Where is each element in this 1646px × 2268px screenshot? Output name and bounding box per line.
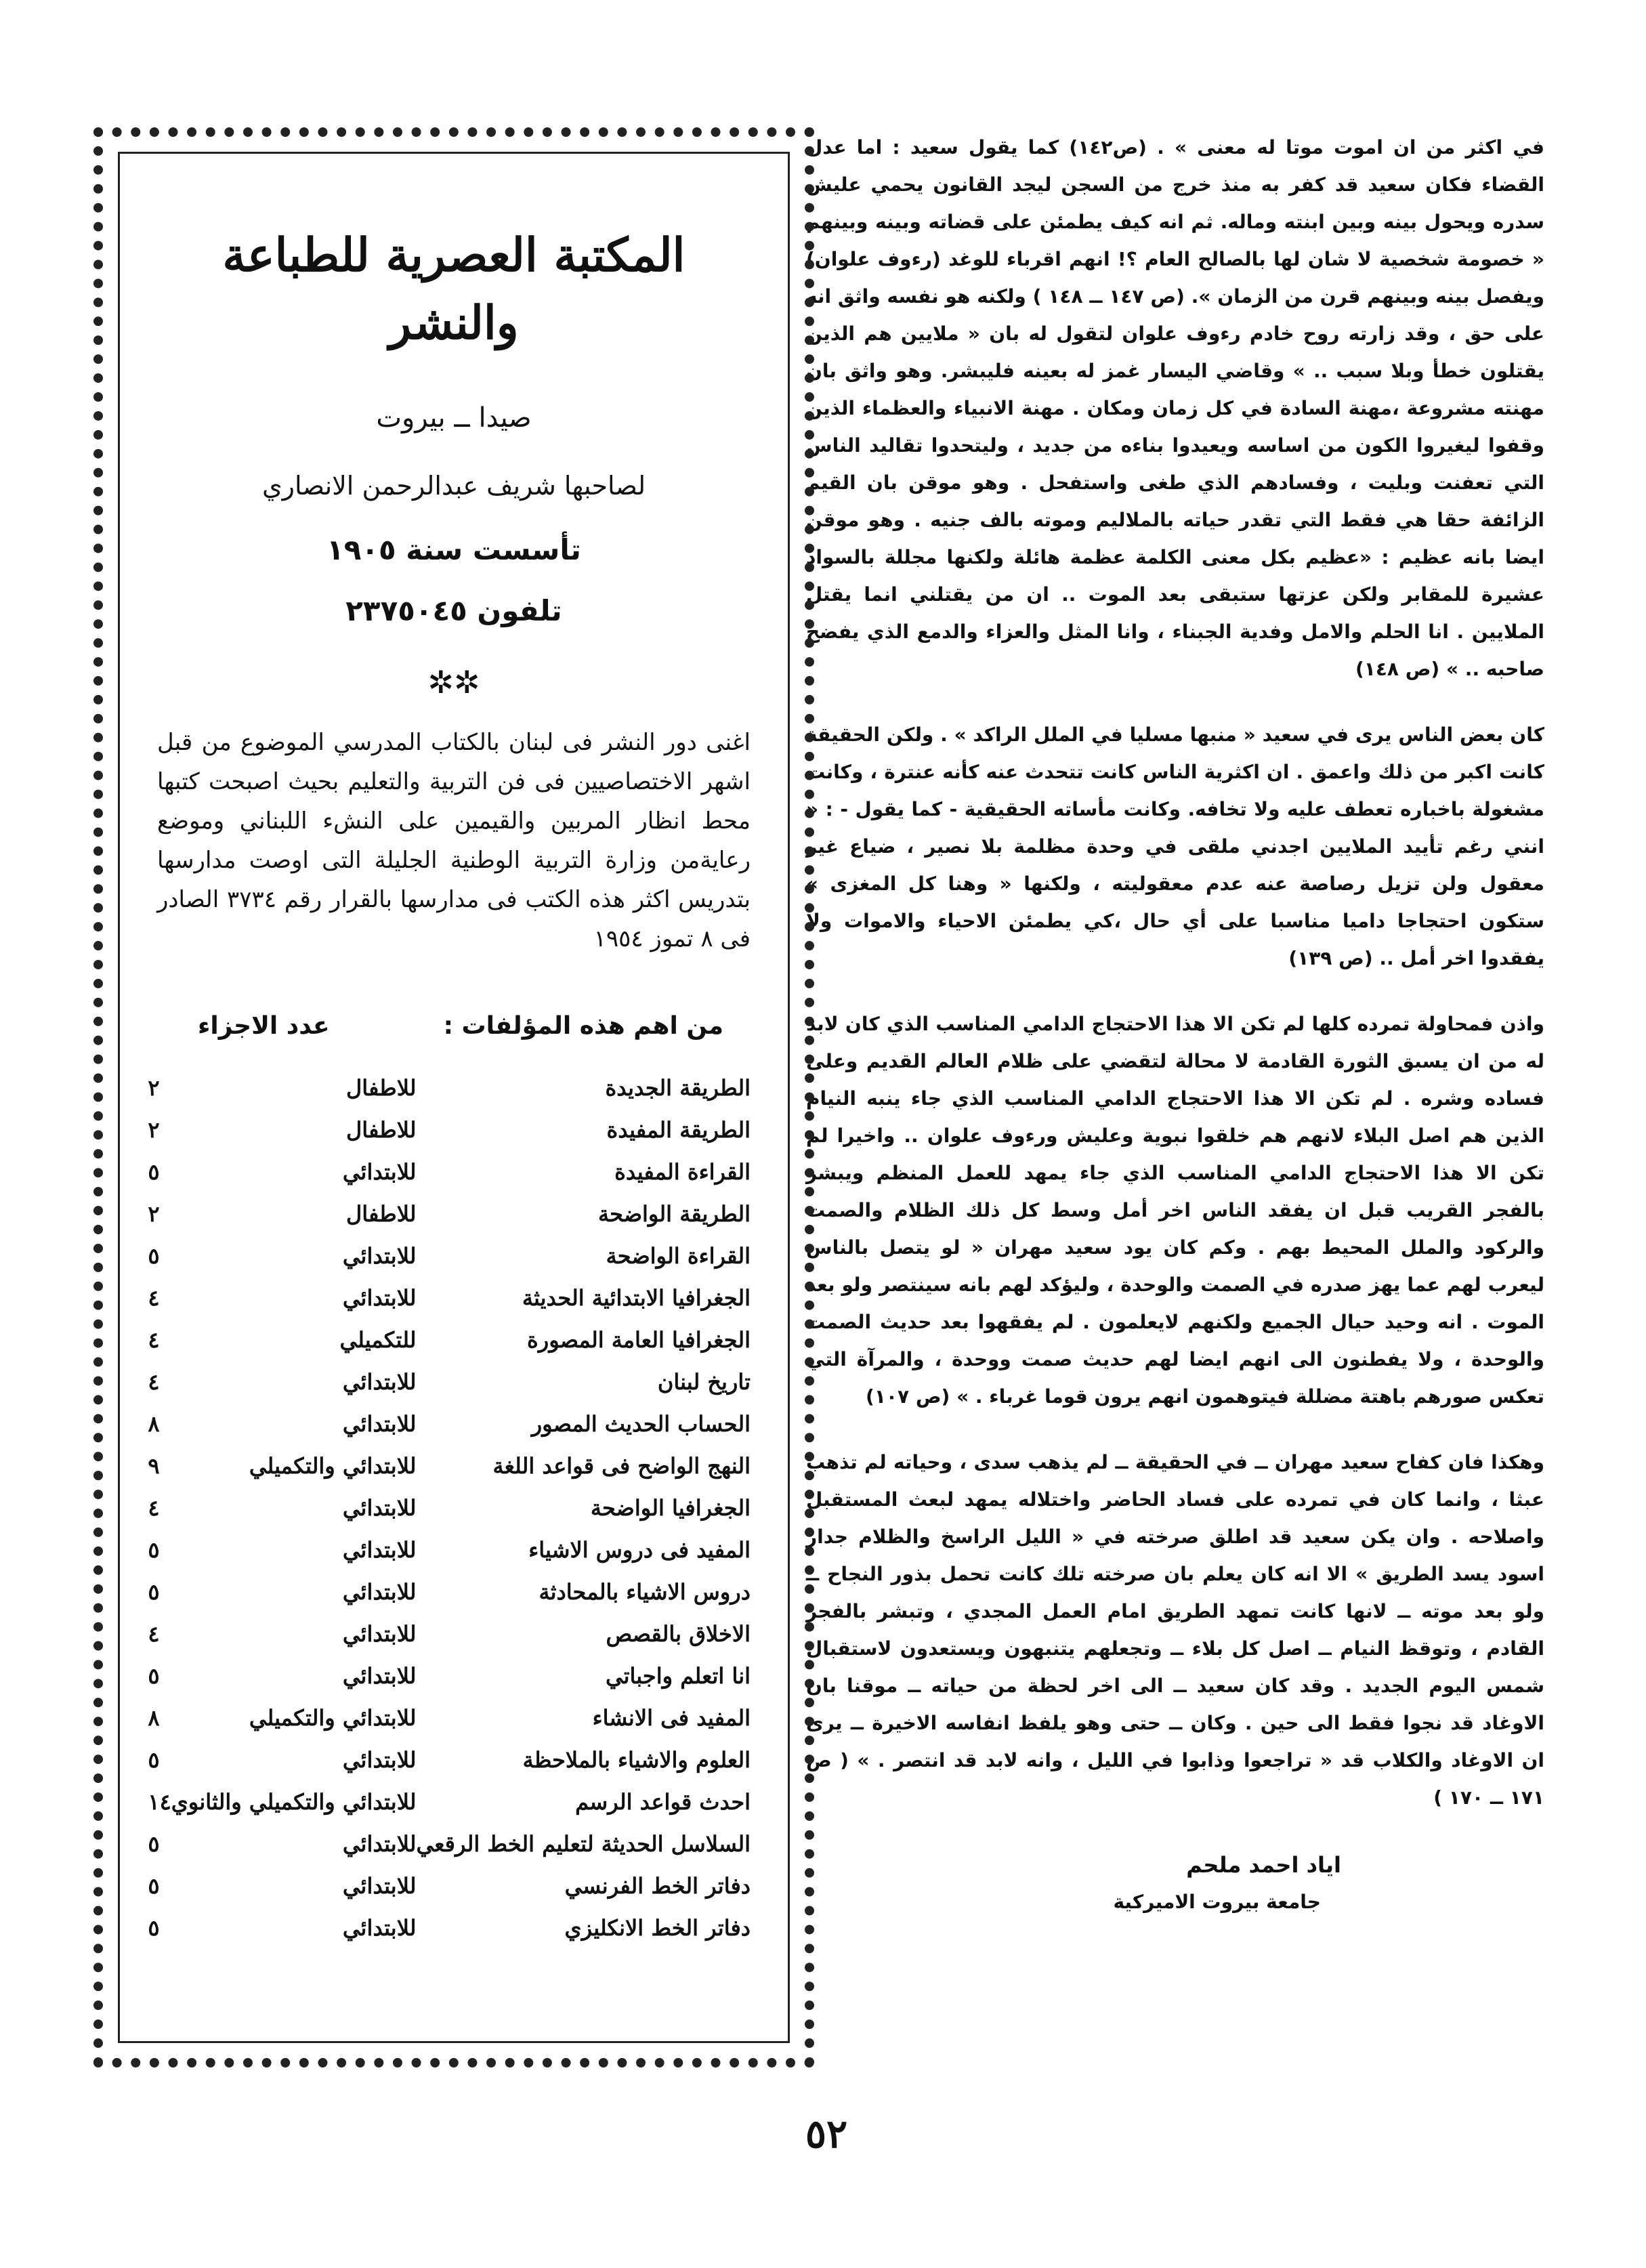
book-level: للاطفال [346,1201,417,1227]
book-parts: ٩ [148,1453,160,1479]
book-row [148,1193,751,1235]
publisher-ad-inner [118,152,790,2043]
book-title: تاريخ لبنان [657,1369,751,1395]
book-level: للابتدائي [342,1747,417,1773]
book-title: الجغرافيا العامة المصورة [526,1327,751,1353]
book-level: للاطفال [346,1117,417,1143]
publisher-name: المكتبة العصرية للطباعة والنشر [222,228,685,350]
book-level: للابتدائي [342,1621,417,1647]
book-title: الحساب الحديث المصور [531,1411,751,1437]
article-paragraph-4: وهكذا فان كفاح سعيد مهران ــ في الحقيقة ــ لم يذهب سدى ، وحياته لم تذهب عبثا ، وانما كان في تمرده على فساد الحاضر واختلاله يمهد لبعث المستقبل واصلاحه . وان يكن سعيد قد اطلق صرخته في « الليل الراسخ والظلام جدار اسود يسد الطريق » الا انه كان يعلم بان صرخته تلك كانت تحمل بذور النجاح ــ ولو بعد موته ــ لانها كانت تمهد الطريق امام العمل المجدي ، وتبشر بالفجر القادم ، وتوقظ النيام ــ اصل كل بلاء ــ وتجعلهم يتنبهون ويستعدون لاستقبال شمس اليوم الجديد . وقد كان سعيد ــ الى اخر لحظة من حياته ــ موقنا بان الاوغاد قد نجوا فقط الى حين . وكان ــ حتى وهو يلفظ انفاسه الاخيرة ــ يرى ان الاوغاد والكلاب قد « تراجعوا وذابوا في الليل ، وانه لابد قد انتصر . » ( ص ١٧١ ــ ١٧٠ ) [806,1451,1544,1809]
book-parts: ٥ [148,1243,160,1269]
star-ornament-icon: ✲✲ [427,664,480,700]
book-title: الجغرافيا الابتدائية الحديثة [522,1285,751,1311]
book-level: للابتدائي [342,1411,417,1437]
book-title: القراءة المفيدة [614,1159,751,1185]
book-level: للابتدائي والتكميلي والثانوي [171,1789,417,1815]
book-parts: ١٤ [148,1789,171,1815]
book-row [148,1151,751,1193]
book-parts: ٢ [148,1117,160,1143]
book-parts: ٤ [148,1285,160,1311]
article-paragraph-1: في اكثر من ان اموت موتا له معنى » . (ص١٤٢) كما يقول سعيد : اما عدل القضاء فكان سعيد قد كفر به منذ خرج من السجن ليجد القانون يحمي عليش سدره ويحول بينه وبين ابنته وماله. ثم انه كيف يطمئن على قضاته وبينه وبينهم « خصومة شخصية لا شان لها بالصالح العام ؟! انهم اقرباء للوغد (رءوف علوان) ويفصل بينه وبينهم قرن من الزمان ». (ص ١٤٧ ــ ١٤٨ ) ولكنه هو نفسه واثق انه على حق ، وقد زارته روح خادم رءوف علوان لتقول له بان « ملايين هم الذين يقتلون خطأ وبلا سبب .. » وقاضي اليسار غمز له بعينه فليبشر. وهو واثق بان مهنته مشروعة ،مهنة السادة في كل زمان ومكان . مهنة الانبياء والعظماء الذين وقفوا ليغيروا الكون من اساسه ويعيدوا بناءه من جديد ، وليتحدوا تقاليد الناس التي تعفنت وبليت ، وفسادهم الذي طغى واستفحل . وهو موقن بان القيم الزائفة حقا هي فقط التي تقدر حياته بالملاليم وموته بالف جنيه . وهو موقن ايضا بانه عظيم : «عظيم بكل معنى الكلمة عظمة هائلة ولكنها مجللة بالسواد عشيرة للمقابر ولكن عزتها ستبقى بعد الموت .. ان من يقتلني انما يقتل الملايين . انا الحلم والامل وفدية الجبناء ، وانا المثل والعزاء والدمع الذي يفضح صاحبه .. » (ص ١٤٨) [806,136,1545,680]
publisher-phone: تلفون ٢٣٧٥٠٤٥ [345,594,562,627]
book-parts: ٥ [148,1159,160,1185]
book-title: الطريقة الجديدة [605,1075,751,1101]
book-row [148,1109,751,1151]
book-row [148,1235,751,1277]
book-parts: ٤ [148,1621,160,1647]
book-level: للابتدائي [342,1369,417,1395]
book-parts: ٥ [148,1579,160,1605]
book-row [148,1613,751,1655]
book-parts: ٥ [148,1873,160,1899]
book-level: للابتدائي [342,1579,417,1605]
books-list-title: من اهم هذه المؤلفات : [443,1012,723,1040]
book-parts: ٢ [148,1201,160,1227]
book-title: النهج الواضح فى قواعد اللغة [492,1453,751,1479]
book-row [148,1739,751,1781]
book-parts: ٤ [148,1495,160,1521]
book-level: للابتدائي [342,1831,417,1857]
book-level: للابتدائي [342,1243,417,1269]
book-parts: ٨ [148,1411,160,1437]
book-level: للابتدائي والتكميلي [249,1705,417,1731]
book-parts: ٤ [148,1369,160,1395]
publisher-ad-box [93,127,814,2067]
books-count-label: عدد الاجزاء [198,1012,330,1040]
book-title: انا اتعلم واجباتي [605,1663,751,1689]
publisher-intro: اغنى دور النشر فى لبنان بالكتاب المدرسي الموضوع من قبل اشهر الاختصاصيين فى فن التربية والتعليم بحيث اصبحت كتبها محط انظار المربين والقيمين على النشء اللبناني وموضع رعايةمن وزارة التربية الوطنية الجليلة التى اوصت مدارسها بتدريس اكثر هذه الكتب فى مدارسها بالقرار رقم ٣٧٣٤ الصادر فى ٨ تموز ١٩٥٤ [157,729,751,952]
book-row [148,1529,751,1571]
publisher-founded: تأسست سنة ١٩٠٥ [326,533,581,566]
book-level: للابتدائي [342,1285,417,1311]
book-title: السلاسل الحديثة لتعليم الخط الرقعي [416,1831,751,1857]
book-level: للابتدائي [342,1159,417,1185]
book-row [148,1865,751,1907]
book-title: القراءة الواضحة [606,1243,751,1269]
article-column [806,129,1544,1919]
book-title: المفيد فى دروس الاشياء [528,1537,751,1563]
book-level: للابتدائي والتكميلي [249,1453,417,1479]
page-number: ٥٢ [805,2111,848,2157]
book-row [148,1823,751,1865]
book-parts: ٨ [148,1705,160,1731]
publisher-owner: لصاحبها شريف عبدالرحمن الانصاري [261,471,646,501]
book-row [148,1487,751,1529]
author-affiliation: جامعة بيروت الاميركية [1113,1891,1321,1913]
book-level: للابتدائي [342,1873,417,1899]
article-paragraph-3: واذن فمحاولة تمرده كلها لم تكن الا هذا الاحتجاج الدامي المناسب الذي كان لابد له من ان يسبق الثورة القادمة لا محالة لتقضي على ظلام العالم القديم وعلى فساده وشره . لم تكن الا هذا الاحتجاج الدامي المناسب الذي جاء ينبه النيام الذين هم اصل البلاء لانهم هم خلقوا نبوية وعليش ورءوف علوان .. واخيرا لم تكن الا هذا الاحتجاج الدامي المناسب الذي جاء يمهد للعمل المنظم ويبشر بالفجر القريب قبل ان يفقد الناس اخر أمل وسط كل ذلك الظلام والصمت والركود والملل المحيط بهم . وكم كان يود سعيد مهران « لو يتصل بالناس ليعرب لهم عما يهز صدره في الصمت والوحدة ، وليؤكد لهم بانه سينتصر ولو بعد الموت . انه وحيد حيال الجميع ولكنهم لايعلمون . لم يفقهوا بعد حديث الصمت والوحدة ، ولا يفطنون الى انهم ايضا لهم حديث صمت ووحدة ، والمرآة التي تعكس صورهم باهتة مضللة فيتوهمون انهم يرون قوما غرباء . » (ص ١٠٧) [806,1013,1544,1408]
book-title: الجغرافيا الواضحة [590,1495,751,1521]
book-title: المفيد فى الانشاء [592,1705,751,1731]
book-title: العلوم والاشياء بالملاحظة [522,1747,751,1773]
book-parts: ٥ [148,1663,160,1689]
book-level: للابتدائي [342,1495,417,1521]
books-list-header [157,1006,751,1047]
book-level: للابتدائي [342,1663,417,1689]
book-parts: ٥ [148,1831,160,1857]
books-table-body [148,1067,751,1949]
book-parts: ٥ [148,1537,160,1563]
book-title: احدث قواعد الرسم [575,1789,751,1815]
book-row [148,1571,751,1613]
book-title: دروس الاشياء بالمحادثة [539,1579,751,1605]
book-row [148,1655,751,1697]
book-title: الطريقة المفيدة [606,1117,751,1143]
book-parts: ٥ [148,1915,160,1941]
book-row [148,1361,751,1403]
book-row [148,1319,751,1361]
publisher-city: صيدا ــ بيروت [376,402,532,434]
book-row [148,1277,751,1319]
book-title: الطريقة الواضحة [598,1201,751,1227]
book-title: دفاتر الخط الانكليزي [564,1915,751,1941]
book-row [148,1067,751,1109]
book-level: للابتدائي [342,1915,417,1941]
book-title: دفاتر الخط الفرنسي [564,1873,751,1899]
book-level: للتكميلي [339,1327,417,1353]
book-row [148,1781,751,1823]
book-parts: ٥ [148,1747,160,1773]
book-level: للابتدائي [342,1537,417,1563]
article-paragraph-2: كان بعض الناس يرى في سعيد « منبها مسليا في الملل الراكد » . ولكن الحقيقة كانت اكبر من ذلك واعمق . ان اكثرية الناس كانت تتحدث عنه كأنه عنترة ، وكانت مشغولة باخباره تعطف عليه ولا تخافه. وكانت مأساته الحقيقية - كما يقول - : « انني رغم تأييد الملايين اجدني ملقى في وحدة مظلمة بلا نصير ، ضياع غير معقول ولن تزيل رصاصة عنه عدم معقوليته ، ولكنها « وهنا كل المغزى » ستكون احتجاجا داميا مناسبا على أي حال ،كي يطمئن الاحياء والاموات ولا يفقدوا اخر أمل .. (ص ١٣٩) [806,723,1544,969]
book-row [148,1403,751,1445]
book-row [148,1907,751,1949]
book-level: للاطفال [346,1075,417,1101]
book-parts: ٢ [148,1075,160,1101]
books-table [148,1067,751,1949]
book-row [148,1445,751,1487]
article-author: اياد احمد ملحم [1186,1852,1341,1878]
book-row [148,1697,751,1739]
book-title: الاخلاق بالقصص [606,1621,751,1647]
book-parts: ٤ [148,1327,160,1353]
